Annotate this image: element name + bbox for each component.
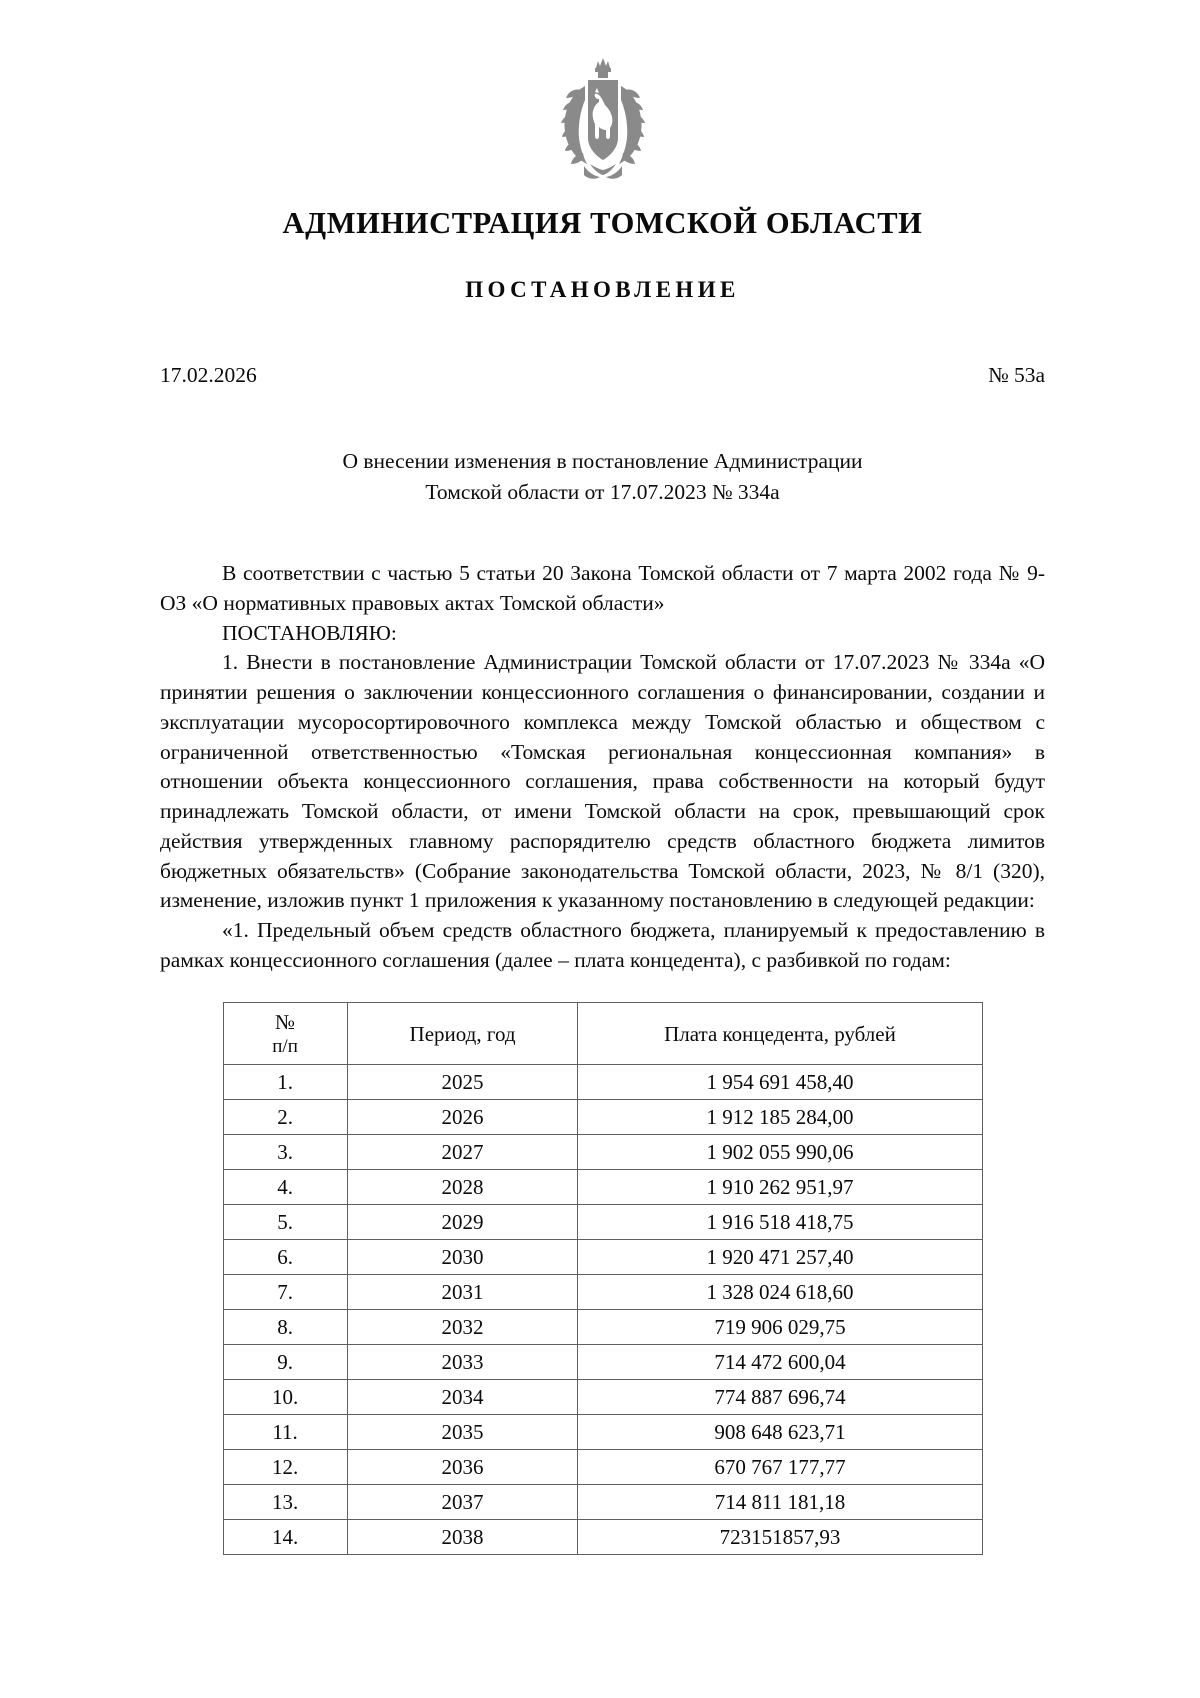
emblem-container [160,0,1045,184]
cell-period-year: 2029 [347,1205,578,1240]
cell-period-year: 2038 [347,1520,578,1555]
table-row [223,1415,982,1450]
paragraph-resolve: ПОСТАНОВЛЯЮ: [222,620,397,645]
table-row [223,1450,982,1485]
cell-period-year: 2035 [347,1415,578,1450]
tomsk-oblast-coat-of-arms-icon [538,52,668,184]
cell-payment-amount: 1 902 055 990,06 [578,1135,982,1170]
table-row [223,1205,982,1240]
cell-payment-amount: 1 916 518 418,75 [578,1205,982,1240]
column-header-number-top: № [275,1009,296,1034]
column-header-number [223,1002,347,1065]
cell-payment-amount: 1 910 262 951,97 [578,1170,982,1205]
paragraph-item-1: 1. Внести в постановление Администрации Томской области от 17.07.2023 № 334а «О принятии решения о заключении концессионного соглашения о финансировании, создании и эксплуатации мусоросортировочного комплекса между Томской областью и обществом с ограниченной ответственностью «Томская региональная концессионная компания» в отношении объекта концессионного соглашения, права собственности на который будут принадлежать Томской области, от имени Томской области на срок, превышающий срок действия утвержденных главному распорядителю средств областного бюджета лимитов бюджетных обязательств» (Собрание законодательства Томской области, 2023, № 8/1 (320), изменение, изложив пункт 1 приложения к указанному постановлению в следующей редакции: [160,650,1045,913]
cell-period-year: 2025 [347,1065,578,1100]
document-type-heading: ПОСТАНОВЛЕНИЕ [465,277,740,302]
concession-payments-table [223,1002,983,1556]
cell-payment-amount: 670 767 177,77 [578,1450,982,1485]
table-row [223,1380,982,1415]
table-header [223,1002,982,1065]
cell-row-number: 5. [223,1205,347,1240]
cell-period-year: 2032 [347,1310,578,1345]
cell-payment-amount: 1 920 471 257,40 [578,1240,982,1275]
table-row [223,1345,982,1380]
cell-period-year: 2034 [347,1380,578,1415]
document-meta-row [160,363,1045,388]
cell-row-number: 1. [223,1065,347,1100]
column-header-period: Период, год [347,1002,578,1065]
cell-payment-amount: 714 811 181,18 [578,1485,982,1520]
cell-payment-amount: 714 472 600,04 [578,1345,982,1380]
paragraph-quoted-item: «1. Предельный объем средств областного бюджета, планируемый к предоставлению в рамках концессионного соглашения (далее – плата концедента), с разбивкой по годам: [160,918,1045,972]
concession-table-container [160,1002,1045,1556]
table-body [223,1065,982,1555]
cell-period-year: 2027 [347,1135,578,1170]
cell-period-year: 2037 [347,1485,578,1520]
column-header-payment: Плата концедента, рублей [578,1002,982,1065]
table-row [223,1310,982,1345]
cell-row-number: 6. [223,1240,347,1275]
document-date: 17.02.2026 [160,363,257,387]
document-subject [160,446,1045,507]
table-row [223,1170,982,1205]
document-number: № 53а [988,363,1045,387]
table-row [223,1520,982,1555]
cell-period-year: 2036 [347,1450,578,1485]
cell-period-year: 2026 [347,1100,578,1135]
table-row [223,1100,982,1135]
cell-row-number: 14. [223,1520,347,1555]
table-header-row [223,1002,982,1065]
cell-row-number: 3. [223,1135,347,1170]
cell-period-year: 2031 [347,1275,578,1310]
paragraph-preamble: В соответствии с частью 5 статьи 20 Закона Томской области от 7 марта 2002 года № 9-ОЗ «О нормативных правовых актах Томской области» [160,561,1045,615]
document-content [160,0,1045,1698]
subject-line-2: Томской области от 17.07.2023 № 334а [425,479,780,504]
cell-payment-amount: 1 328 024 618,60 [578,1275,982,1310]
cell-payment-amount: 723151857,93 [578,1520,982,1555]
cell-row-number: 12. [223,1450,347,1485]
cell-row-number: 11. [223,1415,347,1450]
cell-payment-amount: 1 912 185 284,00 [578,1100,982,1135]
table-row [223,1240,982,1275]
cell-payment-amount: 719 906 029,75 [578,1310,982,1345]
table-row [223,1065,982,1100]
subject-line-1: О внесении изменения в постановление Администрации [342,449,863,473]
cell-row-number: 9. [223,1345,347,1380]
table-row [223,1275,982,1310]
cell-row-number: 13. [223,1485,347,1520]
table-row [223,1485,982,1520]
cell-row-number: 10. [223,1380,347,1415]
cell-period-year: 2028 [347,1170,578,1205]
table-row [223,1135,982,1170]
cell-period-year: 2033 [347,1345,578,1380]
cell-row-number: 8. [223,1310,347,1345]
cell-payment-amount: 774 887 696,74 [578,1380,982,1415]
cell-period-year: 2030 [347,1240,578,1275]
organization-title: АДМИНИСТРАЦИЯ ТОМСКОЙ ОБЛАСТИ [282,206,923,240]
cell-payment-amount: 1 954 691 458,40 [578,1065,982,1100]
cell-row-number: 2. [223,1100,347,1135]
cell-row-number: 7. [223,1275,347,1310]
document-body [160,559,1045,976]
cell-row-number: 4. [223,1170,347,1205]
column-header-number-bottom: п/п [272,1035,298,1057]
cell-payment-amount: 908 648 623,71 [578,1415,982,1450]
